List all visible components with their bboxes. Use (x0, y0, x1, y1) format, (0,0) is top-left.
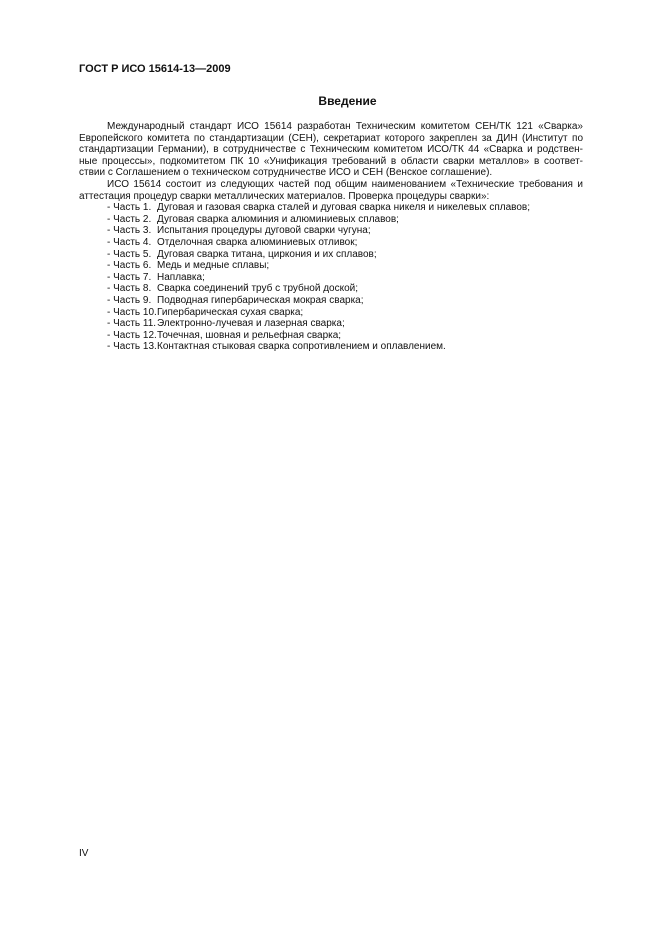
part-text: Дуговая сварка алюминия и алюминиевых сплавов; (157, 213, 399, 225)
part-text: Испытания процедуры дуговой сварки чугуна; (157, 225, 371, 237)
part-label: - Часть 13. (107, 341, 157, 353)
list-item (79, 330, 583, 342)
document-header: ГОСТ Р ИСО 15614-13—2009 (79, 63, 231, 75)
part-text: Дуговая сварка титана, циркония и их сплавов; (157, 248, 377, 260)
part-label: - Часть 3. (107, 225, 152, 237)
part-label: - Часть 10. (107, 306, 157, 318)
part-text: Точечная, шовная и рельефная сварка; (157, 329, 342, 341)
part-label: - Часть 2. (107, 213, 152, 225)
part-text: Электронно-лучевая и лазерная сварка; (157, 318, 345, 330)
list-item (79, 307, 583, 319)
part-label: - Часть 1. (107, 202, 152, 214)
part-label: - Часть 11. (107, 318, 157, 330)
part-label: - Часть 5. (107, 248, 152, 260)
list-item (79, 202, 583, 214)
part-text: Гипербарическая сухая сварка; (157, 306, 304, 318)
part-label: - Часть 7. (107, 271, 152, 283)
part-text: Дуговая и газовая сварка сталей и дуговая сварка никеля и никелевых сплавов; (157, 202, 530, 214)
parts-list (79, 202, 583, 353)
section-title-text: Введение (318, 94, 377, 108)
list-item (79, 272, 583, 284)
parts-intro-paragraph: ИСО 15614 состоит из следующих частей под общим наименованием «Технические требования и аттестация процедур сварки металлических материалов. Проверка процедуры сварки»: (79, 178, 583, 202)
intro-paragraph: Международный стандарт ИСО 15614 разработан Техническим комитетом СЕН/ТК 121 «Сварка» Европейского комитета по стандартизации (СЕН), секретариат которого закреплен за ДИН (Институт по стандартизации Германии), в сотрудничестве с Техническим комитетом ИСО/ТК 44 «Сварка и родствен- ные процессы», подкомитетом ПК 10 «Унификация требований в области сварки металлов» в соответ- ствии с Соглашением о техническом сотрудничестве ИСО и СЕН (Венское соглашение). (79, 121, 583, 179)
list-item (79, 295, 583, 307)
list-item (79, 318, 583, 330)
list-item (79, 260, 583, 272)
list-item (79, 237, 583, 249)
part-label: - Часть 8. (107, 283, 152, 295)
part-text: Медь и медные сплавы; (157, 260, 270, 272)
list-item (79, 249, 583, 261)
part-label: - Часть 4. (107, 236, 152, 248)
part-label: - Часть 12. (107, 329, 157, 341)
list-item (79, 225, 583, 237)
part-text: Сварка соединений труб с трубной доской; (157, 283, 359, 295)
part-text: Подводная гипербарическая мокрая сварка; (157, 294, 364, 306)
part-label: - Часть 6. (107, 260, 152, 272)
list-item (79, 283, 583, 295)
list-item (79, 341, 583, 353)
part-text: Наплавка; (157, 271, 205, 283)
list-item (79, 214, 583, 226)
part-text: Контактная стыковая сварка сопротивлением и оплавлением. (157, 341, 446, 353)
page-number: IV (79, 848, 89, 859)
section-title (0, 94, 661, 108)
part-text: Отделочная сварка алюминиевых отливок; (157, 236, 358, 248)
part-label: - Часть 9. (107, 294, 152, 306)
document-body (79, 121, 583, 353)
